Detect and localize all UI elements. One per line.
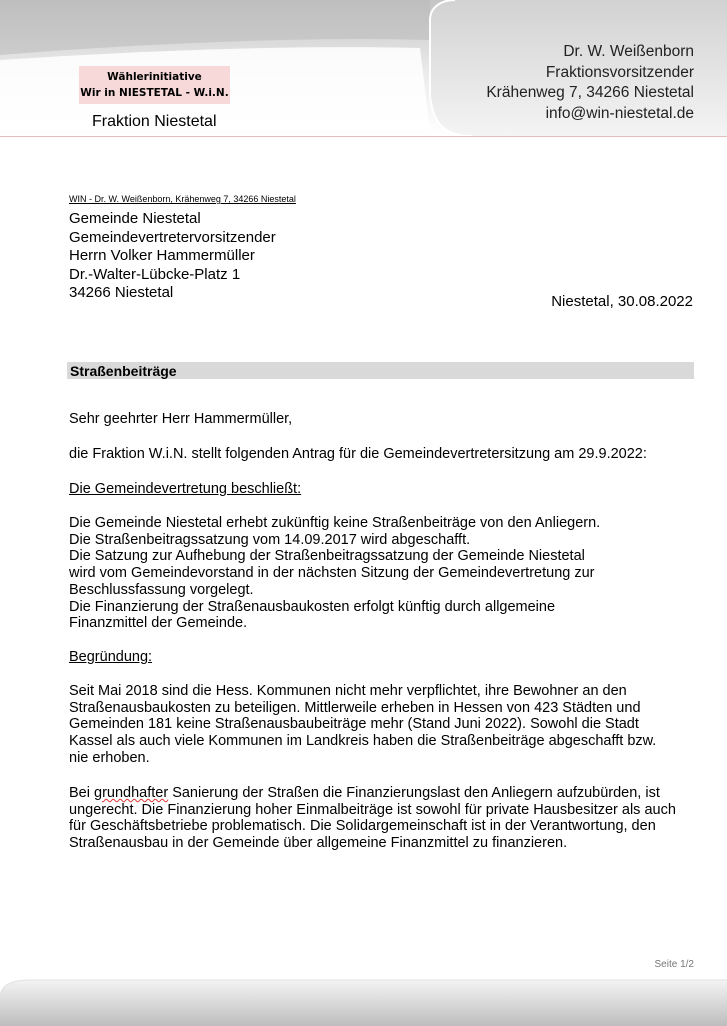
logo-line-1: Wählerinitiative <box>107 71 202 83</box>
recipient-line: Gemeinde Niestetal <box>69 210 201 227</box>
return-address: WIN - Dr. W. Weißenborn, Krähenweg 7, 34266 Niestetal <box>69 194 296 204</box>
recipient-line: Dr.-Walter-Lübcke-Platz 1 <box>69 265 241 283</box>
reason-line: Straßenausbaukosten zu beteiligen. Mittlerweile erheben in Hessen von 423 Städten und <box>69 699 641 716</box>
recipient-address <box>69 210 276 303</box>
reason-line: für Geschäftsbetriebe problematisch. Die Solidargemeinschaft ist in der Verantwortung, den <box>69 818 656 835</box>
resolution-line: Die Gemeinde Niestetal erhebt zukünftig keine Straßenbeiträge von den Anliegern. <box>69 515 601 531</box>
reason-line: Gemeinden 181 keine Straßenausbaubeiträge mehr (Stand Juni 2022). Sowohl die Stadt <box>69 716 639 733</box>
sender-street: Krähenweg 7, 34266 Niestetal <box>486 84 694 101</box>
reason-line: nie erhoben. <box>69 749 150 766</box>
spellcheck-word: grundhafter <box>94 785 169 801</box>
logo-line-2: Wir in NIESTETAL - W.i.N. <box>80 87 229 99</box>
recipient-line: 34266 Niestetal <box>69 284 174 301</box>
sender-block <box>486 42 694 124</box>
resolution-heading: Die Gemeindevertretung beschließt: <box>69 481 302 497</box>
sender-name: Dr. W. Weißenborn <box>563 43 694 60</box>
logo <box>79 66 230 104</box>
sender-email: info@win-niestetal.de <box>545 104 694 122</box>
resolution-line: Beschlussfassung vorgelegt. <box>69 581 254 598</box>
page-number: Seite 1/2 <box>654 959 694 970</box>
subject-line: Straßenbeiträge <box>70 363 177 379</box>
recipient-line: Herrn Volker Hammermüller <box>69 247 255 264</box>
reason-line: ungerecht. Die Finanzierung hoher Einmalbeiträge ist sowohl für private Hausbesitzer als auch <box>69 801 676 818</box>
resolution-line: wird vom Gemeindevorstand in der nächsten Sitzung der Gemeindevertretung zur <box>69 565 595 582</box>
reason-heading: Begründung: <box>69 649 153 665</box>
reason-paragraph-2 <box>69 785 676 852</box>
reason-line: Straßenausbau in der Gemeinde über allgemeine Finanzmittel zu finanzieren. <box>69 835 568 852</box>
footer-background <box>0 978 727 1026</box>
letter-date: Niestetal, 30.08.2022 <box>551 293 693 310</box>
salutation: Sehr geehrter Herr Hammermüller, <box>69 411 293 427</box>
resolution-line: Finanzmittel der Gemeinde. <box>69 615 248 632</box>
recipient-line: Gemeindevertretervorsitzender <box>69 228 276 246</box>
sender-role: Fraktionsvorsitzender <box>545 63 694 81</box>
intro-paragraph: die Fraktion W.i.N. stellt folgenden Antrag für die Gemeindevertretersitzung am 29.9.2022: <box>69 446 647 462</box>
reason-paragraph-1 <box>69 683 656 767</box>
resolution-line: Die Finanzierung der Straßenausbaukosten erfolgt künftig durch allgemeine <box>69 598 556 615</box>
resolution-text <box>69 515 600 632</box>
reason-line: Seit Mai 2018 sind die Hess. Kommunen nicht mehr verpflichtet, ihre Bewohner an den <box>69 683 627 699</box>
resolution-line: Die Straßenbeitragssatzung vom 14.09.2017 wird abgeschafft. <box>69 531 471 548</box>
resolution-line: Die Satzung zur Aufhebung der Straßenbeitragssatzung der Gemeinde Niestetal <box>69 548 585 565</box>
fraktion-label: Fraktion Niestetal <box>92 113 217 130</box>
header-divider <box>0 136 727 137</box>
reason-line: Kassel als auch viele Kommunen im Landkreis haben die Straßenbeiträge abgeschafft bzw. <box>69 733 657 750</box>
reason-text: Sanierung der Straßen die Finanzierungslast den Anliegern aufzubürden, ist <box>168 785 660 801</box>
reason-text: Bei <box>69 785 94 801</box>
reason-line <box>69 785 676 802</box>
